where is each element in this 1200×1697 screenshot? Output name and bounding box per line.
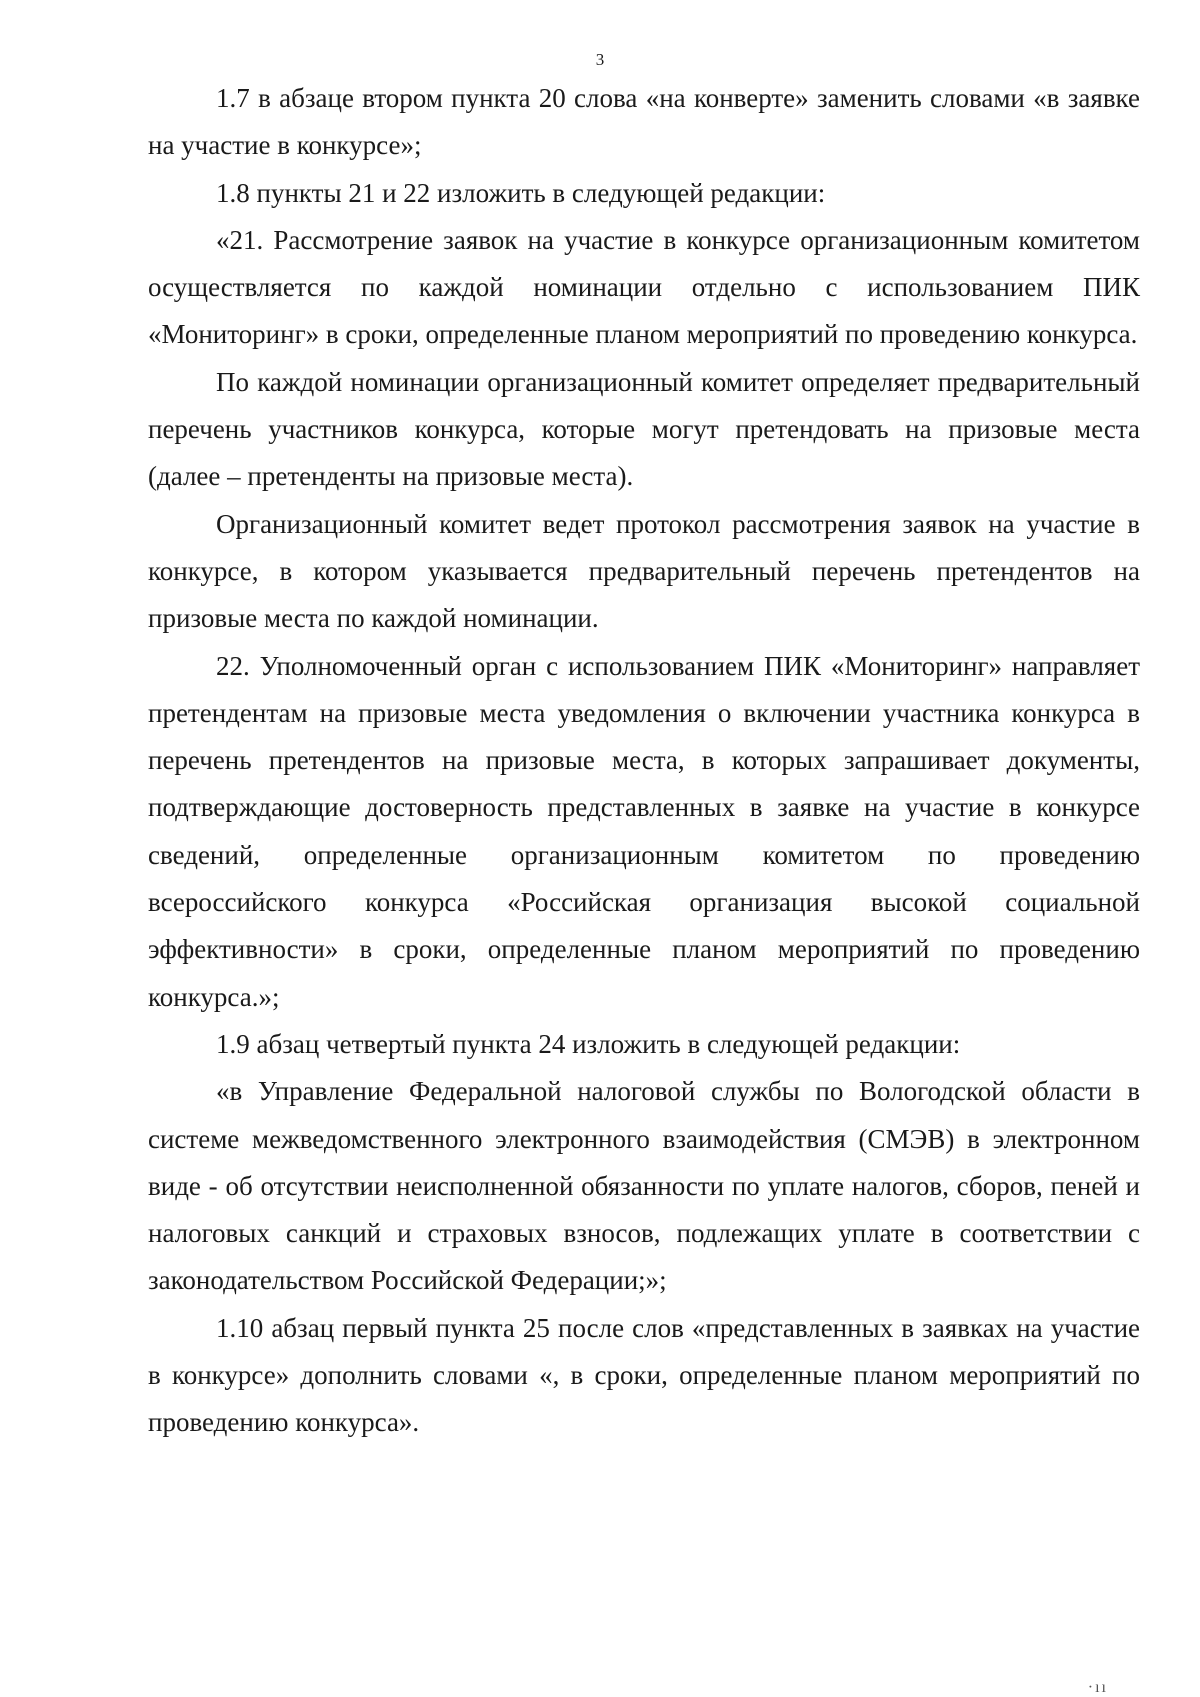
paragraph-1-7: 1.7 в абзаце втором пункта 20 слова «на конверте» заменить словами «в заявке на участие в конкурсе»;	[148, 83, 1140, 161]
document-body	[148, 75, 1140, 1447]
paragraph-protocol: Организационный комитет ведет протокол рассмотрения заявок на участие в конкурсе, в котором указывается предварительный перечень претендентов на призовые места по каждой номинации.	[148, 508, 1140, 634]
page-number: 3	[595, 50, 605, 69]
corner-scan-mark: ·ıı	[1087, 1679, 1108, 1696]
paragraph-1-8: 1.8 пункты 21 и 22 изложить в следующей редакции:	[216, 177, 826, 208]
paragraph-fns: «в Управление Федеральной налоговой службы по Вологодской области в системе межведомственного электронного взаимодействия (СМЭВ) в электронном виде - об отсутствии неисполненной обязанности по уплате налогов, сборов, пеней и налоговых санкций и страховых взносов, подлежащих уплате в соответствии с законодательством Российской Федерации;»;	[148, 1076, 1140, 1296]
paragraph-1-10: 1.10 абзац первый пункта 25 после слов «представленных в заявках на участие в конкурсе» дополнить словами «, в сроки, определенные планом мероприятий по проведению конкурса».	[148, 1312, 1140, 1438]
paragraph-nominations: По каждой номинации организационный комитет определяет предварительный перечень участников конкурса, которые могут претендовать на призовые места (далее – претенденты на призовые места).	[148, 366, 1140, 492]
paragraph-22: 22. Уполномоченный орган с использованием ПИК «Мониторинг» направляет претендентам на призовые места уведомления о включении участника конкурса в перечень претендентов на призовые места, в которых запрашивает документы, подтверждающие достоверность представленных в заявке на участие в конкурсе сведений, определенные организационным комитетом по проведению всероссийского конкурса «Российская организация высокой социальной эффективности» в сроки, определенные планом мероприятий по проведению конкурса.»;	[148, 650, 1140, 1012]
paragraph-21: «21. Рассмотрение заявок на участие в конкурсе организационным комитетом осуществляется по каждой номинации отдельно с использованием ПИК «Мониторинг» в сроки, определенные планом мероприятий по проведению конкурса.	[148, 224, 1140, 350]
paragraph-1-9: 1.9 абзац четвертый пункта 24 изложить в следующей редакции:	[216, 1028, 961, 1059]
